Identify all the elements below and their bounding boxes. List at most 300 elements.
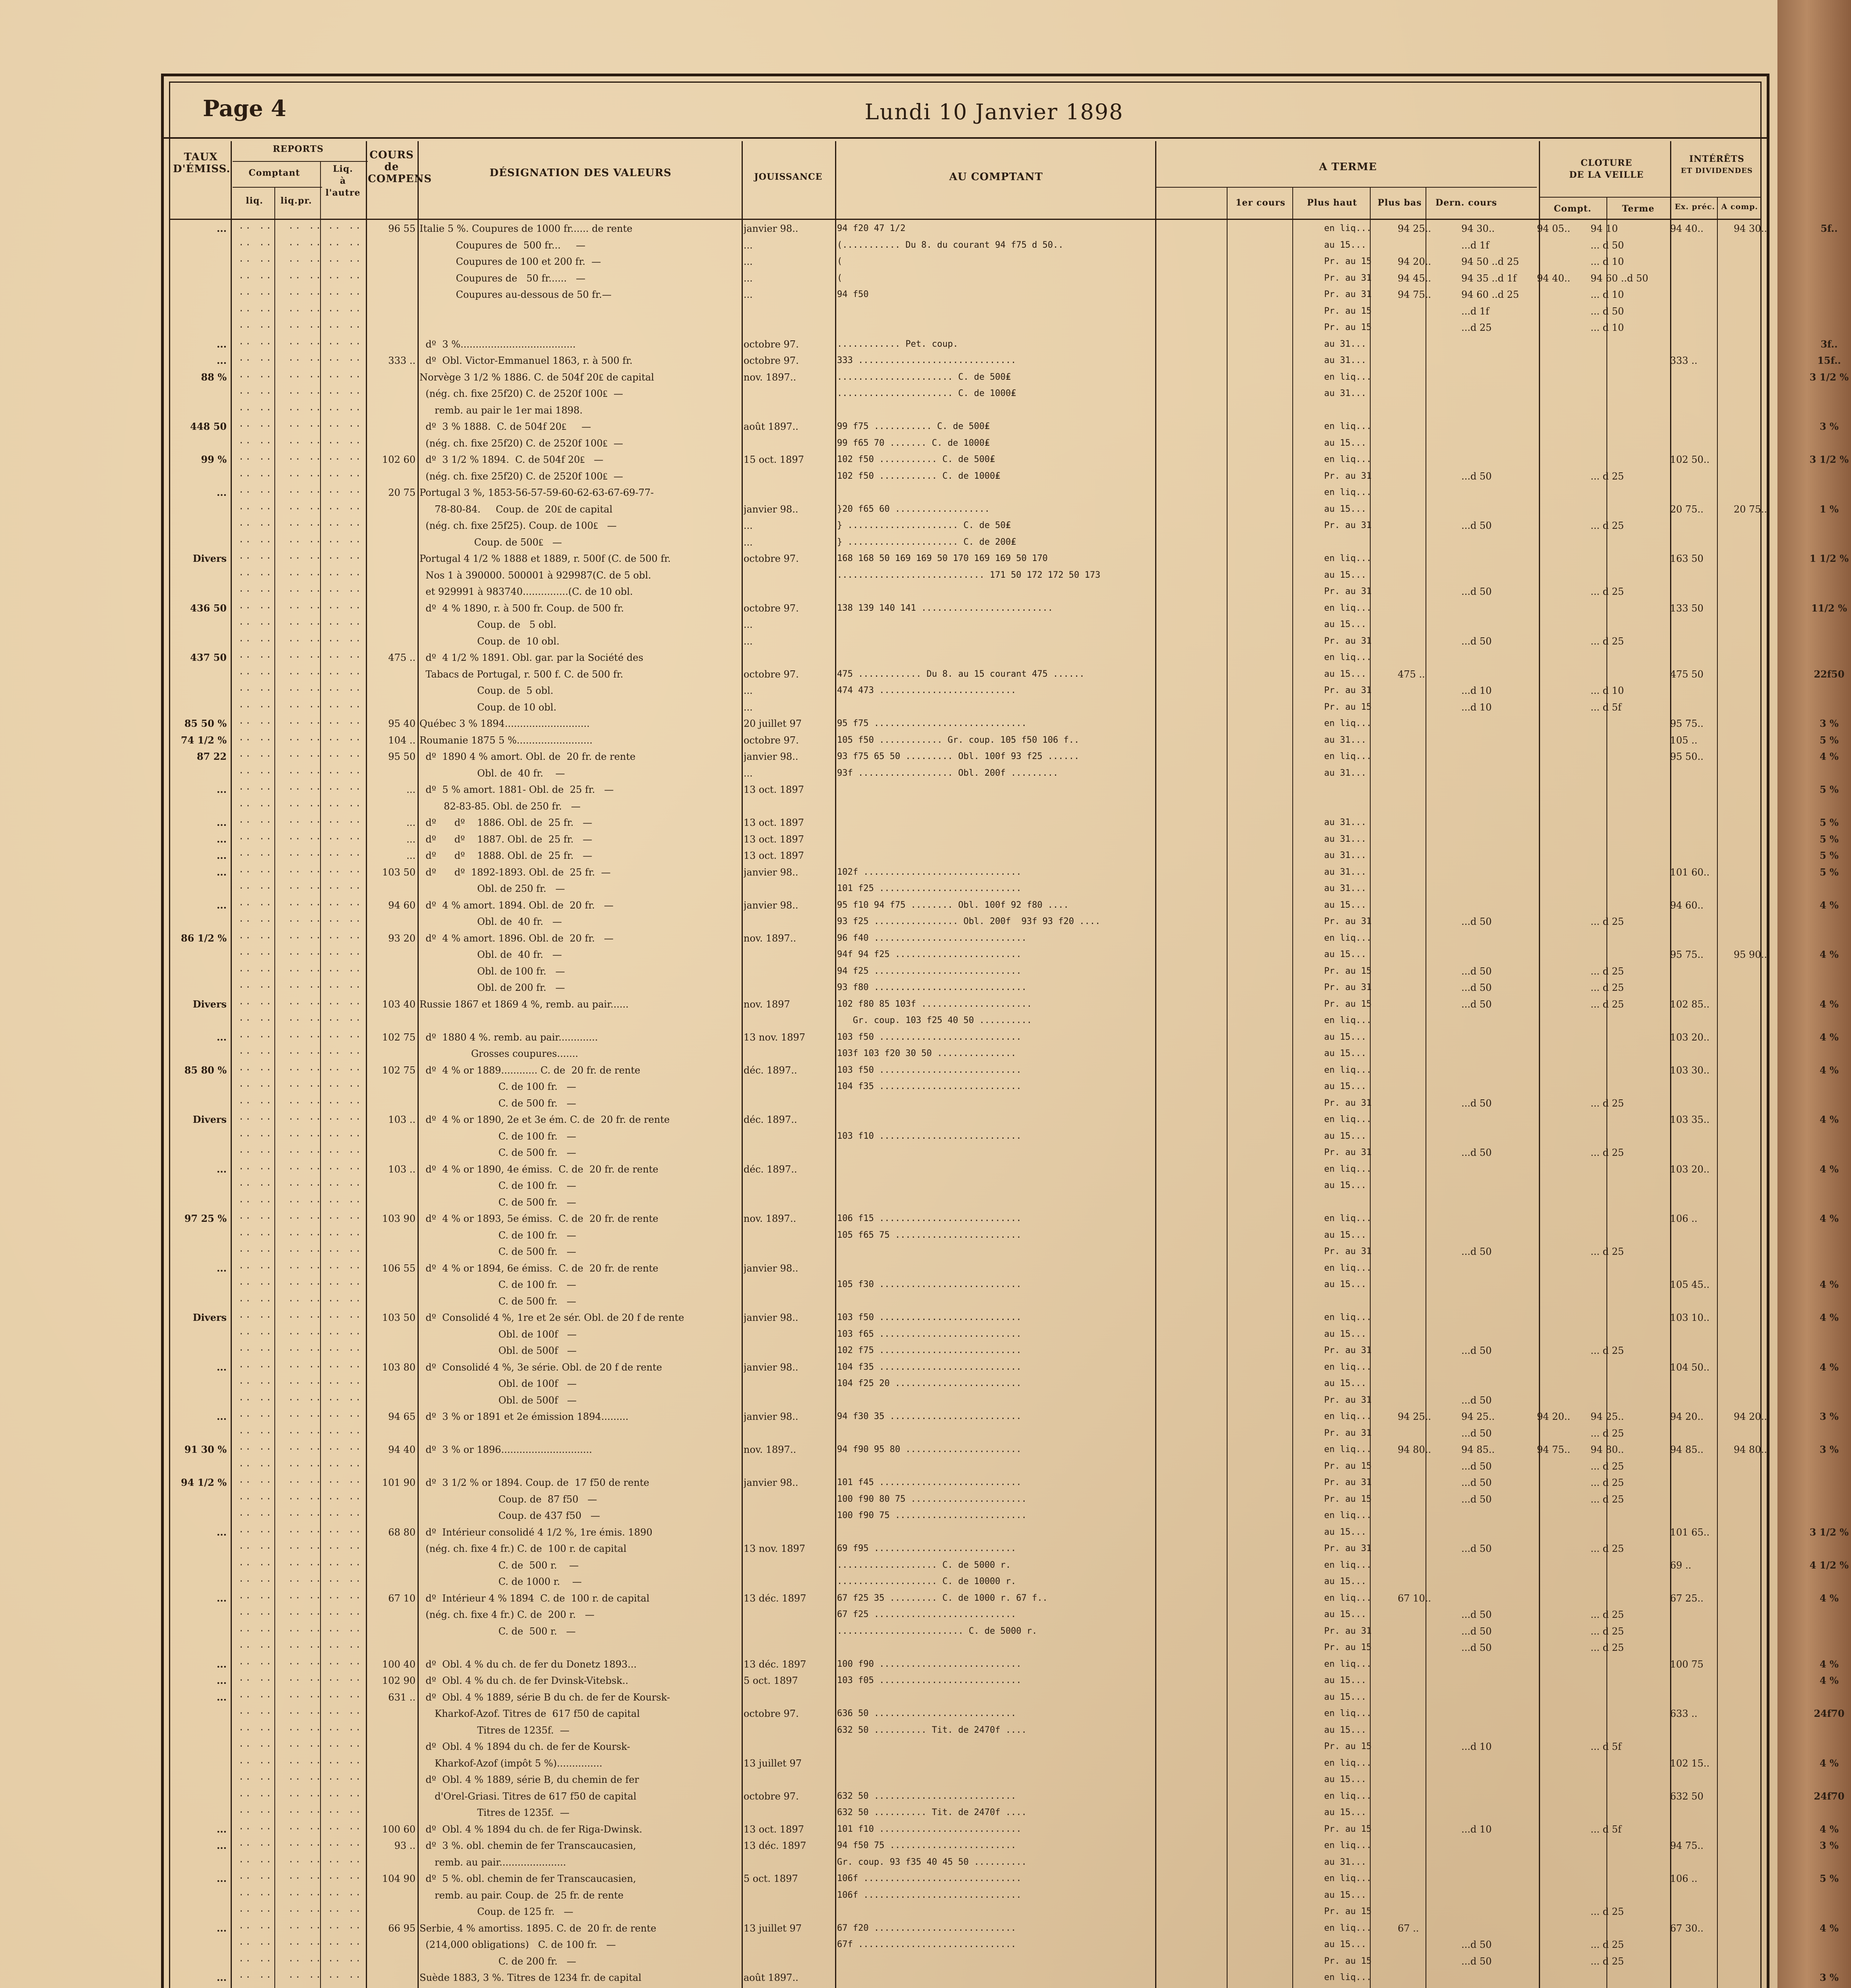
table-row: [169, 949, 1839, 965]
cell-dern-cours: ... d 25: [1591, 998, 1624, 1010]
cell-plus-haut: ...d 50: [1461, 1460, 1492, 1472]
cell-au-comptant: (: [837, 273, 843, 283]
report-dots: ·· ··: [239, 1279, 273, 1289]
cell-terme-label: en liq...: [1324, 1659, 1372, 1669]
table-row: [169, 1774, 1762, 1790]
report-dots: ·· ··: [239, 1131, 273, 1141]
report-dots: ·· ··: [328, 388, 363, 398]
table-row: [169, 1196, 1762, 1213]
report-dots: ·· ··: [328, 537, 363, 547]
cell-cloture-compt: 94 40..: [1670, 223, 1703, 234]
cell-terme-label: Pr. au 31: [1324, 471, 1372, 481]
cell-designation: dº Consolidé 4 %, 3e série. Obl. de 20 f de rente: [420, 1361, 662, 1373]
table-row: [169, 1015, 1762, 1031]
cell-designation: C. de 1000 r. —: [420, 1576, 582, 1587]
cell-au-comptant: 94 f20 47 1/2: [837, 223, 906, 233]
cell-designation: d'Orel-Griasi. Titres de 617 f50 de capital: [420, 1790, 637, 1802]
cell-terme-label: au 15...: [1324, 949, 1366, 959]
cell-cloture-compt: 633 ..: [1670, 1708, 1698, 1719]
cell-jouissance: 5 oct. 1897: [744, 1873, 798, 1884]
report-dots: ·· ··: [288, 718, 323, 728]
cell-cloture-terme: 94 30..: [1734, 223, 1767, 234]
report-dots: ·· ··: [288, 1362, 323, 1372]
cell-taux: ...: [216, 1922, 227, 1934]
cell-jouissance: octobre 97.: [744, 734, 799, 746]
report-dots: ·· ··: [239, 1395, 273, 1405]
cell-au-comptant: 104 f35 ...........................: [837, 1081, 1022, 1091]
report-dots: ·· ··: [288, 1956, 323, 1966]
table-row: [169, 817, 1839, 833]
cell-terme-label: au 15...: [1324, 570, 1366, 580]
cell-terme-label: en liq...: [1324, 1791, 1372, 1801]
report-dots: ·· ··: [328, 619, 363, 629]
cell-jouissance: 13 nov. 1897: [744, 1543, 806, 1554]
cell-designation: dº Obl. 4 % du ch. de fer Dvinsk-Vitebsk..: [420, 1675, 629, 1686]
report-dots: ·· ··: [239, 1758, 273, 1768]
cell-taux: ...: [216, 1873, 227, 1884]
cell-terme-label: Pr. au 15: [1324, 256, 1372, 266]
report-dots: ·· ··: [328, 1444, 363, 1454]
cell-jouissance: ...: [744, 635, 753, 647]
cell-plus-bas: 94 20..: [1537, 1411, 1570, 1422]
cell-interets: 4 %: [1820, 1823, 1839, 1835]
report-dots: ·· ··: [239, 916, 273, 926]
cell-cloture-compt: 632 50: [1670, 1790, 1703, 1802]
cell-terme-label: Pr. au 31: [1324, 1626, 1372, 1636]
cell-au-comptant: 95 f10 94 f75 ........ Obl. 100f 92 f80 ....: [837, 900, 1069, 910]
cell-cours: 631 ..: [388, 1691, 416, 1703]
report-dots: ·· ··: [239, 1015, 273, 1025]
report-dots: ·· ··: [328, 306, 363, 316]
cell-terme-label: en liq...: [1324, 487, 1372, 497]
report-dots: ·· ··: [239, 718, 273, 728]
report-dots: ·· ··: [239, 1197, 273, 1207]
cell-jouissance: ...: [744, 767, 753, 779]
report-dots: ·· ··: [288, 1114, 323, 1124]
report-dots: ·· ··: [328, 487, 363, 497]
cell-taux: Divers: [192, 553, 227, 564]
cell-terme-label: au 15...: [1324, 240, 1366, 250]
cell-au-comptant: 99 f65 70 ....... C. de 1000₤: [837, 438, 990, 448]
report-dots: ·· ··: [239, 1857, 273, 1867]
cell-taux: ...: [216, 1592, 227, 1604]
cell-taux: 437 50: [190, 652, 227, 663]
cell-cours: 101 90: [382, 1477, 416, 1488]
report-dots: ·· ··: [328, 355, 363, 365]
report-dots: ·· ··: [288, 916, 323, 926]
page-date: Lundi 10 Janvier 1898: [864, 99, 1124, 124]
cell-jouissance: ...: [744, 536, 753, 548]
table-row: [169, 1411, 1839, 1427]
cell-interets: 5 %: [1820, 817, 1839, 828]
report-dots: ·· ··: [288, 553, 323, 563]
cell-au-comptant: 168 168 50 169 169 50 170 169 169 50 170: [837, 553, 1048, 563]
report-dots: ·· ··: [288, 669, 323, 679]
report-dots: ·· ··: [328, 702, 363, 712]
report-dots: ·· ··: [239, 1246, 273, 1256]
cell-dern-cours: ... d 5f: [1591, 701, 1622, 713]
header-taux-line1: TAUX: [184, 151, 218, 163]
cell-dern-cours: 94 80..: [1591, 1444, 1624, 1455]
cell-designation: Québec 3 % 1894............................: [420, 718, 590, 729]
report-dots: ·· ··: [288, 586, 323, 596]
cell-au-comptant: 103 f50 ...........................: [837, 1312, 1022, 1322]
cell-premier-cours: 67 10..: [1398, 1592, 1431, 1604]
table-row: [169, 998, 1839, 1015]
report-dots: ·· ··: [328, 1543, 363, 1553]
cell-designation: remb. au pair le 1er mai 1898.: [420, 404, 583, 416]
cell-dern-cours: ... d 25: [1591, 1345, 1624, 1356]
cell-cloture-compt: 103 10..: [1670, 1312, 1710, 1323]
cell-jouissance: ...: [744, 520, 753, 531]
report-dots: ·· ··: [328, 289, 363, 299]
table-row: [169, 1246, 1762, 1262]
cell-jouissance: nov. 1897: [744, 998, 790, 1010]
cell-cloture-compt: 95 50..: [1670, 751, 1703, 762]
report-dots: ·· ··: [288, 900, 323, 910]
report-dots: ·· ··: [288, 520, 323, 530]
report-dots: ·· ··: [328, 1477, 363, 1487]
report-dots: ·· ··: [328, 1345, 363, 1355]
cell-cloture-compt: 95 75..: [1670, 949, 1703, 960]
cell-au-comptant: ............ Pet. coup.: [837, 339, 958, 349]
report-dots: ·· ··: [239, 1428, 273, 1438]
report-dots: ·· ··: [239, 1114, 273, 1124]
report-dots: ·· ··: [239, 1213, 273, 1223]
report-dots: ·· ··: [328, 1131, 363, 1141]
cell-plus-haut: ...d 50: [1461, 1609, 1492, 1620]
cell-cloture-compt: 105 ..: [1670, 734, 1698, 746]
report-dots: ·· ··: [239, 817, 273, 827]
table-row: [169, 1378, 1762, 1394]
cell-terme-label: au 15...: [1324, 1675, 1366, 1685]
report-dots: ·· ··: [288, 1906, 323, 1916]
report-dots: ·· ··: [328, 1923, 363, 1933]
cell-dern-cours: ... d 25: [1591, 1493, 1624, 1505]
report-dots: ·· ··: [328, 850, 363, 860]
cell-jouissance: 5 oct. 1897: [744, 1675, 798, 1686]
report-dots: ·· ··: [239, 1147, 273, 1157]
table-row: [169, 1840, 1839, 1856]
table-row: [169, 1576, 1762, 1592]
cell-dern-cours: ... d 25: [1591, 1147, 1624, 1158]
cell-terme-label: Pr. au 31: [1324, 1477, 1372, 1487]
report-dots: ·· ··: [328, 1494, 363, 1504]
report-dots: ·· ··: [239, 1461, 273, 1471]
cell-jouissance: 20 juillet 97: [744, 718, 802, 729]
table-row: [169, 734, 1839, 751]
table-row: [169, 470, 1762, 487]
cell-designation: Obl. de 200 fr. —: [420, 982, 565, 993]
table-row: [169, 586, 1762, 602]
report-dots: ·· ··: [239, 1725, 273, 1735]
report-dots: ·· ··: [288, 1164, 323, 1174]
cell-terme-label: en liq...: [1324, 603, 1372, 613]
cell-designation: dº Obl. Victor-Emmanuel 1863, r. à 500 fr.: [420, 355, 633, 366]
cell-au-comptant: (........... Du 8. du courant 94 f75 d 50..: [837, 240, 1064, 250]
cell-au-comptant: 106 f15 ...........................: [837, 1213, 1022, 1223]
table-row: [169, 503, 1839, 520]
report-dots: ·· ··: [328, 1263, 363, 1273]
report-dots: ·· ··: [328, 1114, 363, 1124]
cell-plus-haut: ...d 50: [1461, 586, 1492, 597]
report-dots: ·· ··: [239, 1873, 273, 1883]
cell-designation: Obl. de 100f —: [420, 1328, 577, 1340]
cell-dern-cours: ... d 25: [1591, 1955, 1624, 1967]
cell-terme-label: Pr. au 15: [1324, 999, 1372, 1009]
report-dots: ·· ··: [288, 1230, 323, 1240]
terme-rule: [1155, 187, 1537, 188]
cell-designation: dº 3 %......................................: [420, 338, 576, 350]
report-dots: ·· ··: [328, 1609, 363, 1619]
cell-cours: 103 50: [382, 866, 416, 878]
cell-designation: C. de 500 fr. —: [420, 1295, 576, 1307]
report-dots: ·· ··: [288, 438, 323, 448]
cell-designation: (nég. ch. fixe 4 fr.) C. de 200 r. —: [420, 1609, 595, 1620]
cell-dern-cours: ... d 25: [1591, 965, 1624, 977]
cell-terme-label: Pr. au 15: [1324, 1642, 1372, 1652]
cell-terme-label: en liq...: [1324, 718, 1372, 728]
report-dots: ·· ··: [239, 1411, 273, 1421]
report-dots: ·· ··: [239, 1362, 273, 1372]
cell-designation: (nég. ch. fixe 25f20) C. de 2520f 100₤ —: [420, 437, 623, 449]
cell-cloture-compt: 101 65..: [1670, 1526, 1710, 1538]
report-dots: ·· ··: [288, 1972, 323, 1982]
report-dots: ·· ··: [288, 256, 323, 266]
report-dots: ·· ··: [288, 1741, 323, 1751]
cell-jouissance: ...: [744, 289, 753, 300]
cell-taux: ...: [216, 1675, 227, 1686]
table-row: [169, 1592, 1839, 1609]
cell-taux: ...: [216, 338, 227, 350]
cell-au-comptant: 103 f50 ...........................: [837, 1065, 1022, 1075]
report-dots: ·· ··: [328, 1081, 363, 1091]
report-dots: ·· ··: [239, 669, 273, 679]
cell-dern-cours: ... d 25: [1591, 1477, 1624, 1488]
cell-au-comptant: 105 f65 75 ........................: [837, 1230, 1022, 1240]
cell-au-comptant: 96 f40 .............................: [837, 933, 1027, 943]
cell-cloture-compt: 103 20..: [1670, 1031, 1710, 1043]
cell-taux: ...: [216, 1691, 227, 1703]
cell-designation: (nég. ch. fixe 25f25). Coup. de 100₤ —: [420, 520, 617, 531]
report-dots: ·· ··: [328, 1857, 363, 1867]
cell-plus-haut: ...d 50: [1461, 1246, 1492, 1257]
cell-terme-label: au 31...: [1324, 735, 1366, 745]
cell-au-comptant: 474 473 ..........................: [837, 685, 1016, 695]
cell-au-comptant: ...................... C. de 500₤: [837, 372, 1011, 382]
cell-terme-label: Pr. au 31: [1324, 982, 1372, 992]
cell-terme-label: au 31...: [1324, 355, 1366, 365]
report-dots: ·· ··: [239, 1939, 273, 1949]
table-row: [169, 1048, 1762, 1064]
cell-jouissance: ...: [744, 701, 753, 713]
cell-interets: 4 1/2 %: [1809, 1559, 1849, 1571]
report-dots: ·· ··: [288, 1213, 323, 1223]
report-dots: ·· ··: [239, 520, 273, 530]
cell-taux: ...: [216, 899, 227, 911]
cell-jouissance: octobre 97.: [744, 1790, 799, 1802]
report-dots: ·· ··: [288, 1461, 323, 1471]
report-dots: ·· ··: [239, 1164, 273, 1174]
cell-terme-label: Pr. au 15: [1324, 1494, 1372, 1504]
report-dots: ·· ··: [328, 1758, 363, 1768]
report-dots: ·· ··: [239, 982, 273, 992]
cell-cloture-terme: 94 80..: [1734, 1444, 1767, 1455]
report-dots: ·· ··: [288, 1065, 323, 1075]
cell-taux: ...: [216, 866, 227, 878]
report-dots: ·· ··: [328, 454, 363, 464]
cell-designation: 82-83-85. Obl. de 250 fr. —: [420, 800, 581, 812]
report-dots: ·· ··: [288, 784, 323, 794]
cell-designation: Obl. de 250 fr. —: [420, 883, 565, 894]
report-dots: ·· ··: [328, 1708, 363, 1718]
cell-cours: 103 80: [382, 1361, 416, 1373]
report-dots: ·· ··: [239, 454, 273, 464]
cell-designation: Coup. de 5 obl.: [420, 619, 557, 630]
report-dots: ·· ··: [239, 652, 273, 662]
cell-au-comptant: 100 f90 80 75 ......................: [837, 1494, 1027, 1504]
report-dots: ·· ··: [239, 801, 273, 811]
cell-jouissance: 13 déc. 1897: [744, 1658, 806, 1670]
cell-interets: 4 %: [1820, 1658, 1839, 1670]
cell-plus-haut: ...d 50: [1461, 1543, 1492, 1554]
cell-interets: 3 1/2 %: [1809, 454, 1849, 465]
table-row: [169, 223, 1838, 239]
header-designation: DÉSIGNATION DES VALEURS: [489, 167, 672, 179]
cell-jouissance: 13 déc. 1897: [744, 1840, 806, 1851]
report-dots: ·· ··: [239, 1510, 273, 1520]
cell-jouissance: janvier 98..: [744, 223, 798, 234]
cell-taux: Divers: [192, 998, 227, 1010]
cell-terme-label: au 15...: [1324, 619, 1366, 629]
cell-jouissance: octobre 97.: [744, 553, 799, 564]
cell-designation: Coupures de 100 et 200 fr. —: [420, 256, 601, 267]
report-dots: ·· ··: [288, 817, 323, 827]
cell-designation: Norvège 3 1/2 % 1886. C. de 504f 20₤ de capital: [420, 371, 654, 383]
report-dots: ·· ··: [288, 1708, 323, 1718]
cell-cours: 95 50: [388, 751, 416, 762]
cell-terme-label: en liq...: [1324, 933, 1372, 943]
cell-interets: 4 %: [1820, 1163, 1839, 1175]
report-dots: ·· ··: [328, 751, 363, 761]
cell-designation: remb. au pair. Coup. de 25 fr. de rente: [420, 1889, 624, 1901]
report-dots: ·· ··: [239, 768, 273, 778]
cell-designation: Kharkof-Azof. Titres de 617 f50 de capital: [420, 1708, 640, 1719]
cell-terme-label: en liq...: [1324, 1263, 1372, 1273]
report-dots: ·· ··: [328, 421, 363, 431]
cell-terme-label: en liq...: [1324, 1593, 1372, 1603]
report-dots: ·· ··: [328, 1279, 363, 1289]
cell-designation: Coup. de 437 f50 —: [420, 1510, 600, 1521]
report-dots: ·· ··: [328, 867, 363, 877]
report-dots: ·· ··: [328, 240, 363, 250]
report-dots: ·· ··: [239, 1807, 273, 1817]
header-taux: [173, 151, 229, 175]
report-dots: ·· ··: [239, 751, 273, 761]
cell-jouissance: janvier 98..: [744, 866, 798, 878]
cell-jouissance: 13 oct. 1897: [744, 1823, 804, 1835]
cell-designation: Coupures de 500 fr... —: [420, 239, 586, 251]
cell-interets: 3 %: [1820, 1411, 1839, 1422]
cell-designation: dº 3 %. obl. chemin de fer Transcaucasien,: [420, 1840, 636, 1851]
table-row: [169, 1906, 1762, 1922]
table-row: [169, 883, 1762, 899]
cell-jouissance: octobre 97.: [744, 602, 799, 614]
report-dots: ·· ··: [288, 850, 323, 860]
cell-au-comptant: 100 f90 ...........................: [837, 1659, 1022, 1669]
cell-designation: Coup. de 87 f50 —: [420, 1493, 597, 1505]
cell-au-comptant: 95 f75 .............................: [837, 718, 1027, 728]
cell-designation: Italie 5 %. Coupures de 1000 fr...... de rente: [420, 223, 633, 234]
cell-cours: 20 75: [388, 487, 416, 498]
table-row: [169, 718, 1839, 734]
cell-cloture-compt: 103 30..: [1670, 1064, 1710, 1076]
report-dots: ·· ··: [328, 586, 363, 596]
cell-plus-haut: ...d 50: [1461, 1427, 1492, 1439]
cell-au-comptant: 104 f25 20 ........................: [837, 1378, 1022, 1388]
cell-premier-cours: 94 45..: [1398, 272, 1431, 284]
cell-au-comptant: 106f ..............................: [837, 1890, 1022, 1900]
cell-interets: 3 %: [1820, 1972, 1839, 1983]
cell-taux: 436 50: [190, 602, 227, 614]
cell-cours: 333 ..: [388, 355, 416, 366]
cell-au-comptant: }20 f65 60 ..................: [837, 504, 990, 514]
cell-terme-label: Pr. au 31: [1324, 520, 1372, 530]
cell-terme-label: au 31...: [1324, 867, 1366, 877]
report-dots: ·· ··: [288, 570, 323, 580]
cell-terme-label: au 31...: [1324, 339, 1366, 349]
cell-cours: 95 40: [388, 718, 416, 729]
report-dots: ·· ··: [288, 1081, 323, 1091]
cell-cours: 100 40: [382, 1658, 416, 1670]
report-dots: ·· ··: [239, 1312, 273, 1322]
report-dots: ·· ··: [239, 1032, 273, 1042]
table-row: [169, 1262, 1762, 1279]
table-row: [169, 371, 1849, 388]
cell-designation: dº dº 1887. Obl. de 25 fr. —: [420, 833, 592, 845]
table-row: [169, 965, 1762, 982]
cell-terme-label: en liq...: [1324, 1411, 1372, 1421]
report-dots: ·· ··: [239, 1345, 273, 1355]
cell-cloture-compt: 102 15..: [1670, 1757, 1710, 1769]
report-dots: ·· ··: [239, 1543, 273, 1553]
table-row: [169, 1675, 1839, 1691]
report-dots: ·· ··: [288, 322, 323, 332]
report-dots: ·· ··: [288, 1873, 323, 1883]
report-dots: ·· ··: [239, 949, 273, 959]
report-dots: ·· ··: [328, 1329, 363, 1339]
cell-interets: 4 %: [1820, 949, 1839, 960]
cell-terme-label: au 31...: [1324, 388, 1366, 398]
cell-taux: 88 %: [201, 371, 227, 383]
cell-plus-haut: ...d 10: [1461, 685, 1492, 696]
cell-jouissance: ...: [744, 685, 753, 696]
cell-au-comptant: 101 f10 ...........................: [837, 1824, 1022, 1834]
report-dots: ·· ··: [239, 966, 273, 976]
cell-terme-label: au 15...: [1324, 438, 1366, 448]
cell-au-comptant: 104 f35 ...........................: [837, 1362, 1022, 1372]
cell-designation: C. de 100 fr. —: [420, 1229, 576, 1241]
report-dots: ·· ··: [239, 867, 273, 877]
cell-terme-label: Pr. au 15: [1324, 1906, 1372, 1916]
cell-designation: Obl. de 100f —: [420, 1378, 577, 1389]
cell-au-comptant: 93 f80 .............................: [837, 982, 1027, 992]
report-dots: ·· ··: [239, 1081, 273, 1091]
cell-designation: Serbie, 4 % amortiss. 1895. C. de 20 fr. de rente: [420, 1922, 656, 1934]
table-row: [169, 1229, 1762, 1246]
report-dots: ·· ··: [288, 1791, 323, 1801]
report-dots: ·· ··: [328, 999, 363, 1009]
